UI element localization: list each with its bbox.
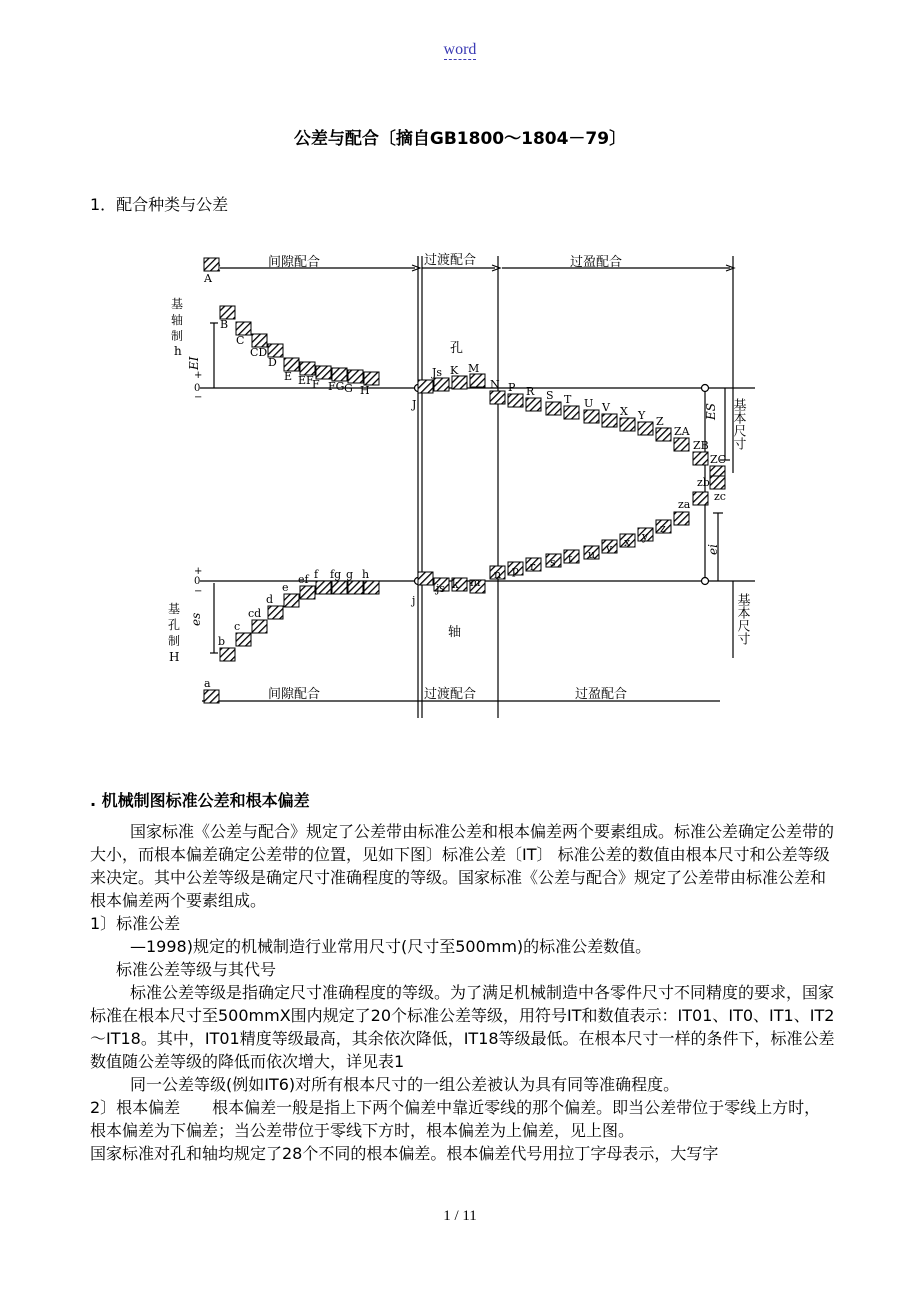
hole-letter-u: U xyxy=(584,397,594,410)
hole-basis-label xyxy=(168,602,180,664)
shaft-band-za xyxy=(674,512,689,525)
hole-letter-y: Y xyxy=(638,409,646,422)
shaft-band-h xyxy=(364,581,379,594)
section2-heading: . 机械制图标准公差和根本偏差 xyxy=(90,791,310,810)
paragraph: 同一公差等级(例如IT6)对所有根本尺寸的一组公差被认为具有同等准确程度。 xyxy=(130,1075,680,1094)
shaft-letter-g: g xyxy=(346,568,354,581)
hole-letter-d: D xyxy=(268,356,277,369)
hole-band-zb xyxy=(693,452,708,465)
shaft-band-c xyxy=(236,633,251,646)
hole-letter-b: B xyxy=(220,318,229,331)
hole-letter-f: F xyxy=(312,378,320,391)
shaft-letter-n: n xyxy=(494,568,502,581)
hole-band-t xyxy=(564,406,579,419)
shaft-letter-zb: zb xyxy=(697,476,710,489)
shaft-letter-r: r xyxy=(530,560,536,573)
shaft-band-zb xyxy=(693,492,708,505)
shaft-deviation-bands xyxy=(204,476,726,703)
paragraph: —1998)规定的机械制造行业常用尺寸(尺寸至500mm)的标准公差数值。 xyxy=(130,937,652,956)
hole-letter-e: E xyxy=(284,370,293,383)
hole-band-a xyxy=(204,258,219,271)
ei-label: ei xyxy=(706,544,720,555)
bottom-plus: + xyxy=(194,566,203,577)
shaft-letter-v: v xyxy=(606,542,613,555)
shaft-letter-a: a xyxy=(204,677,211,690)
section1-heading: 1．配合种类与公差 xyxy=(90,195,229,214)
hole-band-v xyxy=(602,414,617,427)
hole-letter-cd: CD xyxy=(250,346,268,359)
shaft-band-zc xyxy=(710,476,725,489)
paragraph: 国家标准《公差与配合》规定了公差带由标准公差和根本偏差两个要素组成。标准公差确定公差带的大小，而根本偏差确定公差带的位置，见如下图〕标准公差〔IT〕 标准公差的数值由根本尺寸和公差等级来决定。其中公差等级是确定尺寸准确程度的等级。国家标准《公差与配合》规定了公差带由标准公差和根本偏差两个要素组成。 xyxy=(90,822,835,910)
shaft-basis-char: 基 xyxy=(171,297,184,311)
hole-basis-char: 孔 xyxy=(168,618,181,632)
bottom-minus: − xyxy=(194,586,203,597)
shaft-basis-char: 制 xyxy=(171,329,184,343)
hole-letter-a: A xyxy=(204,272,212,285)
shaft-letter-zc: zc xyxy=(714,490,726,503)
top-transition-label: 过渡配合 xyxy=(424,253,477,268)
shaft-letter-b: b xyxy=(218,635,226,648)
hole-letter-fg: FG xyxy=(328,380,345,393)
shaft-letter-za: za xyxy=(678,498,691,511)
shaft-band-e xyxy=(284,594,299,607)
paragraph: 1〕标准公差 xyxy=(90,914,181,933)
shaft-letter-x: x xyxy=(624,536,631,549)
shaft-letter-u: u xyxy=(588,548,596,561)
bottom-transition-label: 过渡配合 xyxy=(424,687,477,702)
hole-band-x xyxy=(620,418,635,431)
shaft-letter-e: e xyxy=(282,581,289,594)
hole-band-js xyxy=(434,378,449,391)
hole-band-u xyxy=(584,410,599,423)
document-title: 公差与配合〔摘自GB1800～1804－79〕 xyxy=(293,129,627,149)
shaft-band-cd xyxy=(252,620,267,633)
paragraph-block xyxy=(90,820,835,1165)
shaft-letter-t: t xyxy=(568,552,573,565)
hole-deviation-bands xyxy=(203,258,726,479)
shaft-letter-z: z xyxy=(660,522,666,535)
page-number: 1 / 11 xyxy=(443,1208,477,1224)
hole-basis-char: 制 xyxy=(168,634,181,648)
hole-letter-z: Z xyxy=(656,415,664,428)
hole-letter-js: Js xyxy=(432,366,443,379)
top-plus: + xyxy=(194,370,203,381)
shaft-band-j xyxy=(418,572,433,585)
top-clearance-label: 间隙配合 xyxy=(268,255,321,270)
shaft-letter-f: f xyxy=(314,568,319,581)
shaft-letter-cd: cd xyxy=(248,607,262,620)
hole-band-r xyxy=(526,398,541,411)
shaft-word: 轴 xyxy=(448,625,462,640)
header-word-link[interactable]: word xyxy=(443,41,477,58)
hole-letter-v: V xyxy=(602,401,610,414)
hole-letter-h: H xyxy=(360,384,370,397)
shaft-letter-ef: ef xyxy=(298,573,309,586)
top-range-lines xyxy=(200,256,755,718)
shaft-letter-d: d xyxy=(266,593,274,606)
shaft-band-b xyxy=(220,648,235,661)
hole-band-k xyxy=(452,376,467,389)
paragraph: 标准公差等级与其代号 xyxy=(116,960,277,979)
bottom-zero: 0 xyxy=(194,576,201,587)
top-minus: − xyxy=(194,392,203,403)
hole-letter-s: S xyxy=(546,389,554,402)
hole-band-s xyxy=(546,402,561,415)
hole-basis-char: 基 xyxy=(168,602,181,616)
shaft-letter-fg: fg xyxy=(330,568,342,581)
shaft-basis-char: 轴 xyxy=(171,313,184,327)
shaft-letter-m: m xyxy=(470,576,481,589)
bottom-clearance-label: 间隙配合 xyxy=(268,687,321,702)
hole-band-n xyxy=(490,391,505,404)
shaft-letter-k: k xyxy=(452,578,459,591)
zero-point-marker xyxy=(702,385,709,392)
hole-letter-ef: EF xyxy=(298,374,314,387)
basic-size-right-top: 基本尺寸 xyxy=(730,398,746,450)
hole-word: 孔 xyxy=(450,341,464,356)
hole-letter-k: K xyxy=(450,364,459,377)
hole-band-m xyxy=(470,374,485,387)
hole-letter-m: M xyxy=(468,362,480,375)
shaft-basis-label xyxy=(171,297,183,358)
hole-letter-g: G xyxy=(344,382,353,395)
zero-point-marker xyxy=(702,578,709,585)
hole-letter-t: T xyxy=(564,393,572,406)
shaft-band-ef xyxy=(300,586,315,599)
es-label: es xyxy=(189,612,203,626)
shaft-band-g xyxy=(348,581,363,594)
shaft-band-d xyxy=(268,606,283,619)
hole-letter-za: ZA xyxy=(674,425,690,438)
basic-size-right-bottom: 基本尺寸 xyxy=(734,593,750,645)
hole-basis-char: H xyxy=(169,650,180,664)
hole-letter-zc: ZC xyxy=(710,453,727,466)
paragraph: 国家标准对孔和轴均规定了28个不同的根本偏差。根本偏差代号用拉丁字母表示，大写字 xyxy=(90,1144,719,1163)
hole-letter-r: R xyxy=(526,385,535,398)
hole-band-j xyxy=(418,380,433,393)
hole-letter-c: C xyxy=(236,334,245,347)
shaft-letter-h: h xyxy=(362,568,370,581)
hole-band-za xyxy=(674,438,689,451)
hole-letter-n: N xyxy=(490,378,500,391)
bottom-interference-label: 过盈配合 xyxy=(575,687,628,702)
shaft-letter-p: p xyxy=(512,564,520,577)
shaft-band-f xyxy=(316,581,331,594)
shaft-basis-char: h xyxy=(174,344,182,358)
ES-label: ES xyxy=(704,403,718,420)
hole-band-y xyxy=(638,422,653,435)
paragraph: 2〕根本偏差 根本偏差一般是指上下两个偏差中靠近零线的那个偏差。即当公差带位于零线上方时，根本偏差为下偏差；当公差带位于零线下方时，根本偏差为上偏差，见上图。 xyxy=(90,1098,821,1140)
shaft-letter-y: y xyxy=(642,530,649,543)
shaft-band-fg xyxy=(332,581,347,594)
paragraph: 标准公差等级是指确定尺寸准确程度的等级。为了满足机械制造中各零件尺寸不同精度的要求，国家标准在根本尺寸至500mmX围内规定了20个标准公差等级，用符号IT和数值表示：IT01、IT0、IT1、IT2～IT18。其中，IT01精度等级最高，其余依次降低，IT18等级最低。在根本尺寸一样的条件下，标准公差数值随公差等级的降低而依次增大，详见表1 xyxy=(90,983,835,1071)
shaft-letter-s: s xyxy=(550,556,556,569)
top-zero: 0 xyxy=(194,383,201,394)
shaft-band-a xyxy=(204,690,219,703)
shaft-letter-js: js xyxy=(436,582,446,595)
EI-label: EI xyxy=(187,356,201,370)
hole-letter-x: X xyxy=(620,405,628,418)
top-interference-label: 过盈配合 xyxy=(570,255,623,270)
shaft-letter-c: c xyxy=(234,620,241,633)
hole-letter-j: J xyxy=(412,398,417,411)
hole-band-z xyxy=(656,428,671,441)
shaft-letter-j: j xyxy=(412,594,416,607)
hole-letter-p: P xyxy=(508,381,516,394)
tolerance-fit-diagram xyxy=(168,248,760,718)
hole-letter-zb: ZB xyxy=(693,439,709,452)
hole-band-p xyxy=(508,394,523,407)
